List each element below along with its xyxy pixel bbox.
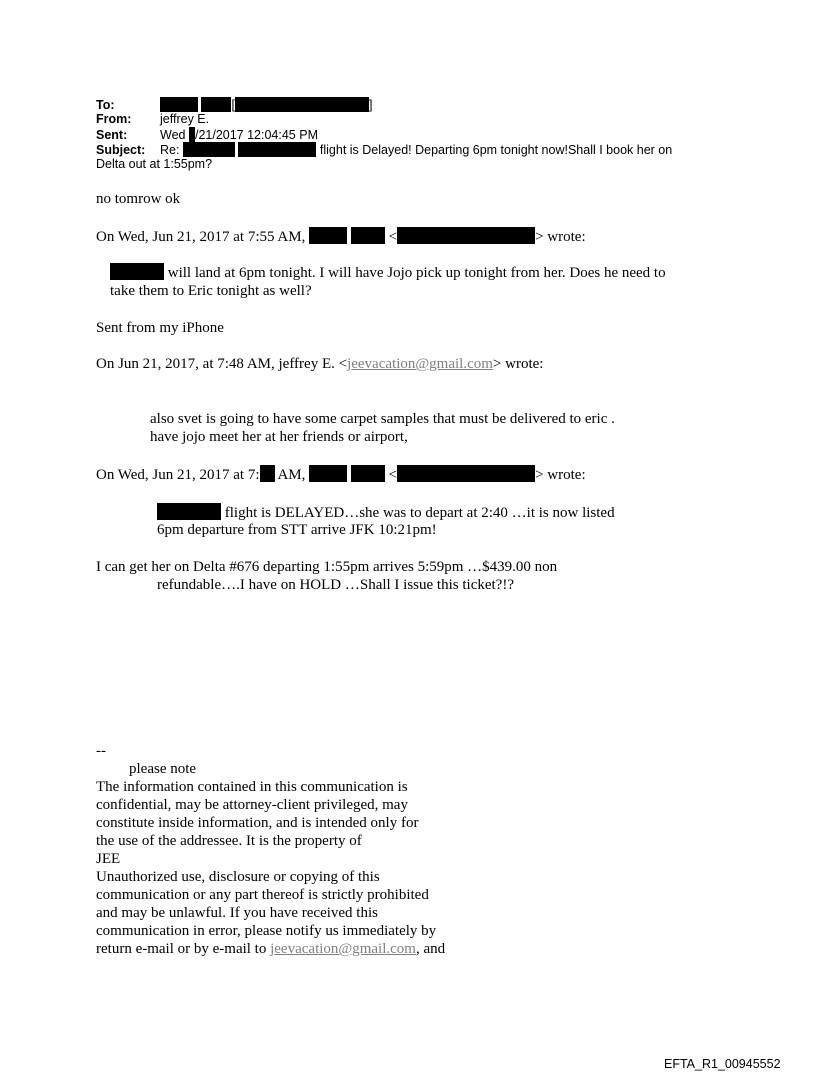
signature-dashes: -- xyxy=(96,743,106,759)
redaction-box xyxy=(260,465,275,482)
quote-header-3-lt: < xyxy=(388,467,398,483)
quote-header-1-lt: < xyxy=(388,229,398,245)
subject-text: flight is Delayed! Departing 6pm tonight now!Shall I book her on xyxy=(319,143,673,157)
redaction-box xyxy=(157,503,221,520)
quote-1-line-2: take them to Eric tonight as well? xyxy=(110,283,312,299)
quote-header-1-prefix: On Wed, Jun 21, 2017 at 7:55 AM, xyxy=(96,229,306,245)
reply-text: no tomrow ok xyxy=(96,191,181,207)
signature-note: please note xyxy=(129,761,197,777)
to-bracket-open: [ xyxy=(231,98,235,112)
subject-label: Subject: xyxy=(96,143,146,157)
quote-3-line-2: 6pm departure from STT arrive JFK 10:21pm! xyxy=(157,522,437,538)
quote-3-line-1 xyxy=(157,503,615,522)
disclaimer-line: JEE xyxy=(96,851,121,867)
redaction-box xyxy=(397,465,535,482)
disclaimer-line: constitute inside information, and is intended only for xyxy=(96,815,419,831)
quote-header-3-prefix: On Wed, Jun 21, 2017 at 7: xyxy=(96,467,260,483)
disclaimer-line: and may be unlawful. If you have received this xyxy=(96,905,378,921)
quote-header-1-suffix: > wrote: xyxy=(535,229,586,245)
from-line xyxy=(96,112,209,127)
quote-header-2 xyxy=(96,355,543,373)
sent-label: Sent: xyxy=(96,128,128,142)
quote-header-1 xyxy=(96,227,586,246)
quote-1-text: will land at 6pm tonight. I will have Jojo pick up tonight from her. Does he need to xyxy=(167,265,666,281)
disclaimer-last-line xyxy=(96,940,445,958)
disclaimer-line: the use of the addressee. It is the property of xyxy=(96,833,362,849)
redaction-box xyxy=(397,227,535,244)
sent-value: /21/2017 12:04:45 PM xyxy=(194,128,318,142)
redaction-box xyxy=(110,263,164,280)
quote-header-3 xyxy=(96,465,586,484)
subject-prefix: Re: xyxy=(160,143,180,157)
redaction-box xyxy=(235,97,369,112)
redaction-box xyxy=(351,227,385,244)
disclaimer-line: Unauthorized use, disclosure or copying of this xyxy=(96,869,380,885)
sent-day: Wed xyxy=(160,128,186,142)
quote-2-line-1: also svet is going to have some carpet samples that must be delivered to eric . xyxy=(150,411,615,427)
to-label: To: xyxy=(96,98,115,112)
quote-header-3-mid: AM, xyxy=(277,467,306,483)
redaction-box xyxy=(309,465,347,482)
subject-continuation: Delta out at 1:55pm? xyxy=(96,157,213,171)
quote-header-2-prefix: On Jun 21, 2017, at 7:48 AM, jeffrey E. < xyxy=(96,356,348,372)
disclaimer-last-suffix: , and xyxy=(415,941,446,957)
quote-1-line-1 xyxy=(110,263,666,282)
disclaimer-line: communication or any part thereof is strictly prohibited xyxy=(96,887,429,903)
sent-line xyxy=(96,127,318,143)
redaction-box xyxy=(351,465,385,482)
subject-line xyxy=(96,142,672,158)
quote-3-line-3: I can get her on Delta #676 departing 1:55pm arrives 5:59pm …$439.00 non xyxy=(96,559,558,575)
quote-2-line-2: have jojo meet her at her friends or airport, xyxy=(150,429,408,445)
quote-header-2-suffix: > wrote: xyxy=(492,356,544,372)
to-line xyxy=(96,97,372,113)
redaction-box xyxy=(238,142,316,157)
sent-from-line: Sent from my iPhone xyxy=(96,320,224,336)
redaction-box xyxy=(309,227,347,244)
disclaimer-line: confidential, may be attorney-client privileged, may xyxy=(96,797,408,813)
to-bracket-close: ] xyxy=(368,98,373,112)
disclaimer-block xyxy=(96,778,445,958)
quote-3-line-4: refundable….I have on HOLD …Shall I issue this ticket?!? xyxy=(157,577,514,593)
email-link[interactable]: jeevacation@gmail.com xyxy=(347,356,493,372)
redaction-box xyxy=(183,142,235,157)
document-id: EFTA_R1_00945552 xyxy=(664,1057,781,1071)
disclaimer-line: communication in error, please notify us immediately by xyxy=(96,923,437,939)
redaction-box xyxy=(160,97,198,112)
quote-header-3-suffix: > wrote: xyxy=(535,467,586,483)
disclaimer-line: The information contained in this communication is xyxy=(96,779,408,795)
from-value: jeffrey E. xyxy=(160,112,210,126)
disclaimer-last-prefix: return e-mail or by e-mail to xyxy=(96,941,271,957)
from-label: From: xyxy=(96,112,132,126)
redaction-box xyxy=(201,97,231,112)
quote-3-text: flight is DELAYED…she was to depart at 2:40 …it is now listed xyxy=(224,505,615,521)
email-link[interactable]: jeevacation@gmail.com xyxy=(270,941,416,957)
